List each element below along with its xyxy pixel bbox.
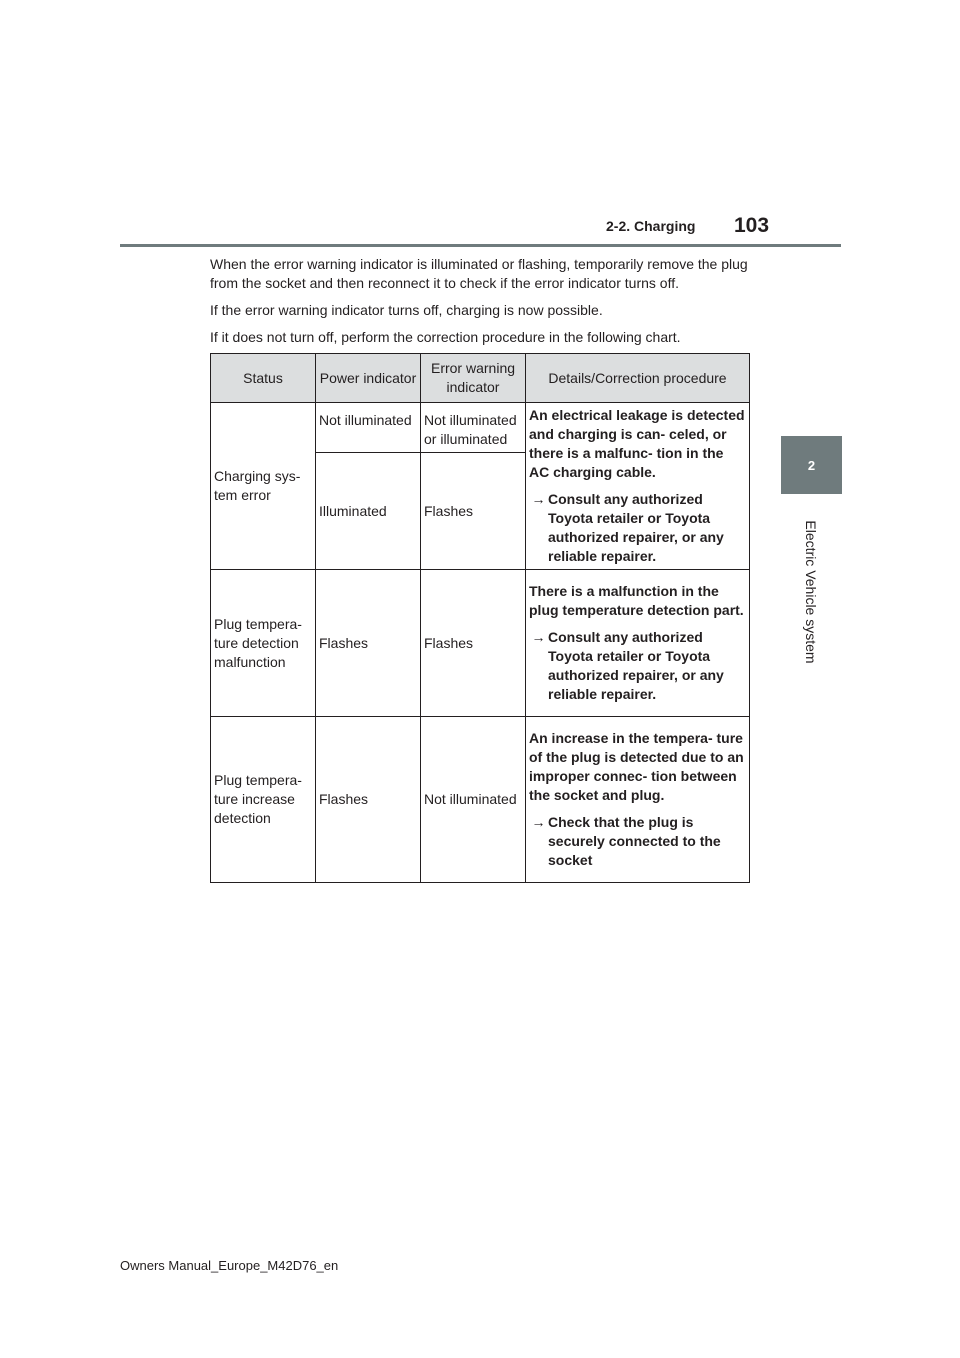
arrow-icon: →: [531, 629, 546, 645]
correction-table: [210, 353, 750, 883]
error-indicator-cell: Not illuminated: [421, 717, 526, 883]
intro-paragraph: If the error warning indicator turns off, charging is now possible.: [210, 302, 603, 318]
power-indicator-cell: Illuminated: [316, 453, 421, 570]
details-cell: [526, 717, 750, 883]
correction-action: [529, 490, 746, 566]
details-cell: [526, 570, 750, 717]
table-header-row: [211, 354, 750, 403]
status-cell: Plug tempera- ture detection malfunction: [211, 570, 316, 717]
chapter-label-text: Electric Vehicle system: [803, 520, 819, 664]
page-number: 103: [734, 214, 770, 237]
header-error-warning-indicator: Error warning indicator: [421, 354, 526, 403]
power-indicator-cell: Flashes: [316, 717, 421, 883]
arrow-icon: →: [531, 491, 546, 507]
header-status: Status: [211, 354, 316, 403]
header-rule: [120, 244, 841, 247]
error-indicator-cell: Flashes: [421, 570, 526, 717]
chapter-tab: 2: [781, 436, 842, 494]
details-cell: [526, 403, 750, 570]
arrow-icon: →: [531, 814, 546, 830]
table-row: [211, 717, 750, 883]
table-row: [211, 570, 750, 717]
status-cell: Charging sys- tem error: [211, 403, 316, 570]
correction-action: [529, 628, 746, 704]
action-text: Consult any authorized Toyota retailer or Toyota authorized repairer, or any reliable repairer.: [548, 629, 724, 702]
header-details: Details/Correction procedure: [526, 354, 750, 403]
action-text: Consult any authorized Toyota retailer or Toyota authorized repairer, or any reliable repairer.: [548, 491, 724, 564]
detail-text: An electrical leakage is detected and charging is can- celed, or there is a malfunc- tion in the AC charging cable.: [529, 407, 745, 480]
intro-text: [210, 255, 755, 355]
chapter-label: [799, 512, 823, 672]
correction-action: [529, 813, 746, 870]
footer-text: Owners Manual_Europe_M42D76_en: [120, 1258, 339, 1273]
error-indicator-cell: Flashes: [421, 453, 526, 570]
detail-text: An increase in the tempera- ture of the plug is detected due to an improper connec- tion between the socket and plug.: [529, 730, 744, 803]
detail-text: There is a malfunction in the plug temperature detection part.: [529, 583, 744, 618]
power-indicator-cell: Not illuminated: [316, 403, 421, 453]
table-row: [211, 403, 750, 453]
error-indicator-cell: Not illuminated or illuminated: [421, 403, 526, 453]
section-title: 2-2. Charging: [606, 218, 696, 234]
action-text: Check that the plug is securely connected to the socket: [548, 814, 721, 868]
status-cell: Plug tempera- ture increase detection: [211, 717, 316, 883]
power-indicator-cell: Flashes: [316, 570, 421, 717]
header-power-indicator: Power indicator: [316, 354, 421, 403]
intro-paragraph: If it does not turn off, perform the correction procedure in the following chart.: [210, 329, 681, 345]
intro-paragraph: When the error warning indicator is illuminated or flashing, temporarily remove the plug from the socket and then reconnect it to check if the error indicator turns off.: [210, 256, 748, 291]
